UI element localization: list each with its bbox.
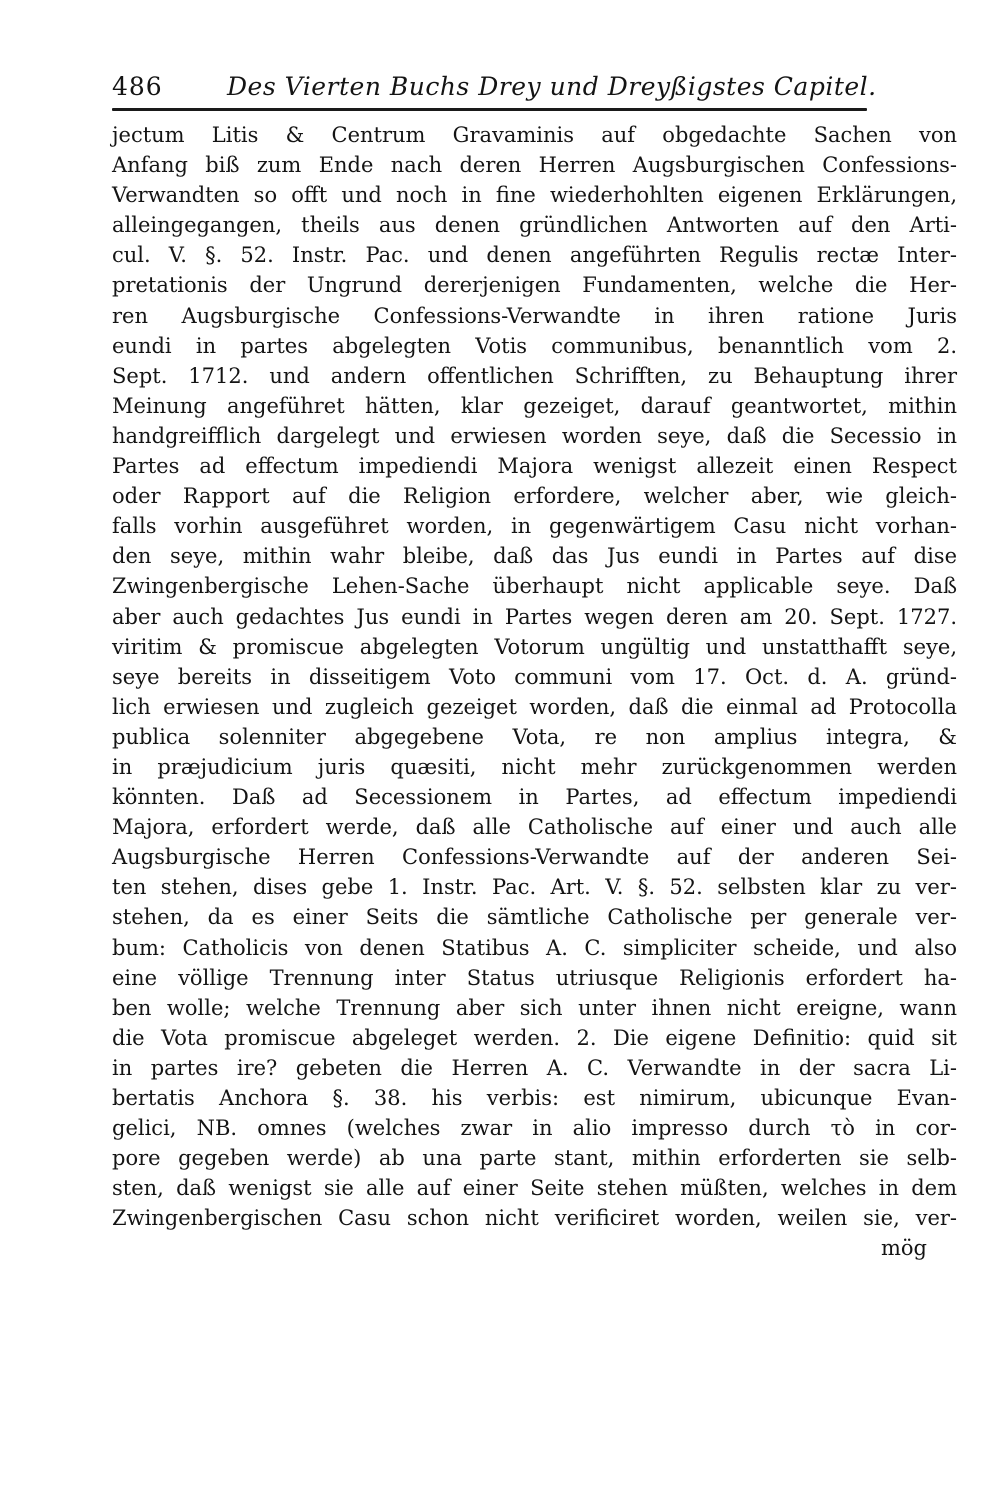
text-line: die Vota promiscue abgeleget werden. 2. Die eigene Definitio: quid sit	[112, 1025, 957, 1050]
text-line: Augsburgische Herren Confessions-Verwandte auf der anderen Sei-	[112, 845, 957, 870]
text-line: Partes ad effectum impediendi Majora wenigst allezeit einen Respect	[112, 454, 957, 479]
text-line: bertatis Anchora §. 38. his verbis: est nimirum, ubicunque Evan-	[112, 1086, 957, 1110]
text-line: bum: Catholicis von denen Statibus A. C. simpliciter scheide, und also	[112, 935, 957, 960]
text-line: aber auch gedachtes Jus eundi in Partes wegen deren am 20. Sept. 1727.	[112, 604, 957, 629]
text-line: gelici, NB. omnes (welches zwar in alio impresso durch τὸ in cor-	[112, 1116, 957, 1141]
text-line: pretationis der Ungrund dererjenigen Fundamenten, welche die Her-	[112, 273, 957, 298]
text-line: viritim & promiscue abgelegten Votorum ungültig und unstatthafft seye,	[112, 634, 957, 659]
text-line: Zwingenbergischen Casu schon nicht verificiret worden, weilen sie, ver-	[112, 1206, 957, 1231]
text-line: ren Augsburgische Confessions-Verwandte in ihren ratione Juris	[112, 303, 957, 328]
text-line: falls vorhin ausgeführet worden, in gegenwärtigem Casu nicht vorhan-	[112, 514, 957, 539]
text-line: oder Rapport auf die Religion erfordere, welcher aber, wie gleich-	[112, 484, 957, 509]
text-line: Zwingenbergische Lehen-Sache überhaupt nicht applicable seye. Daß	[112, 574, 957, 599]
text-line: alleingegangen, theils aus denen gründlichen Antworten auf den Arti-	[112, 213, 957, 238]
text-line: publica solenniter abgegebene Vota, re non amplius integra, &	[112, 724, 957, 749]
text-line: Verwandten so offt und noch in fine wiederhohlten eigenen Erklärungen,	[112, 183, 957, 208]
text-line: cul. V. §. 52. Instr. Pac. und denen angeführten Regulis rectæ Inter-	[112, 243, 957, 268]
text-line: pore gegeben werde) ab una parte stant, mithin erforderten sie selb-	[112, 1146, 957, 1171]
text-line: eine völlige Trennung inter Status utriusque Religionis erfordert ha-	[112, 965, 957, 990]
text-line: Anfang biß zum Ende nach deren Herren Augsburgischen Confessions-	[112, 153, 957, 178]
text-line: stehen, da es einer Seits die sämtliche Catholische per generale ver-	[112, 905, 957, 930]
text-line: Majora, erfordert werde, daß alle Catholische auf einer und auch alle	[112, 815, 957, 840]
text-line: sten, daß wenigst sie alle auf einer Seite stehen müßten, welches in dem	[112, 1176, 957, 1201]
text-line: eundi in partes abgelegten Votis communibus, benanntlich vom 2.	[112, 333, 957, 358]
text-line: seye bereits in disseitigem Voto communi vom 17. Oct. d. A. gründ-	[112, 664, 957, 689]
running-head	[112, 66, 877, 106]
text-line: könnten. Daß ad Secessionem in Partes, ad effectum impediendi	[112, 785, 957, 810]
header-rule	[112, 108, 867, 111]
text-line: ben wolle; welche Trennung aber sich unter ihnen nicht ereigne, wann	[112, 995, 957, 1020]
text-line: lich erwiesen und zugleich gezeiget worden, daß die einmal ad Protocolla	[112, 694, 957, 719]
running-title: Des Vierten Buchs Drey und Dreyßigstes Capitel.	[227, 72, 877, 101]
text-line: in partes ire? gebeten die Herren A. C. Verwandte in der sacra Li-	[112, 1055, 957, 1080]
body-text	[112, 120, 957, 1264]
text-line: den seye, mithin wahr bleibe, daß das Jus eundi in Partes auf dise	[112, 544, 957, 569]
text-line: handgreifflich dargelegt und erwiesen worden seye, daß die Secessio in	[112, 423, 957, 448]
catchword: mög	[881, 1236, 927, 1261]
text-line: Sept. 1712. und andern offentlichen Schrifften, zu Behauptung ihrer	[112, 363, 957, 388]
text-line: jectum Litis & Centrum Gravaminis auf obgedachte Sachen von	[112, 123, 957, 147]
page-number: 486	[112, 72, 163, 101]
text-line: Meinung angeführet hätten, klar gezeiget, darauf geantwortet, mithin	[112, 393, 957, 418]
text-line: ten stehen, dises gebe 1. Instr. Pac. Art. V. §. 52. selbsten klar zu ver-	[112, 875, 957, 900]
text-line: in præjudicium juris quæsiti, nicht mehr zurückgenommen werden	[112, 754, 957, 779]
